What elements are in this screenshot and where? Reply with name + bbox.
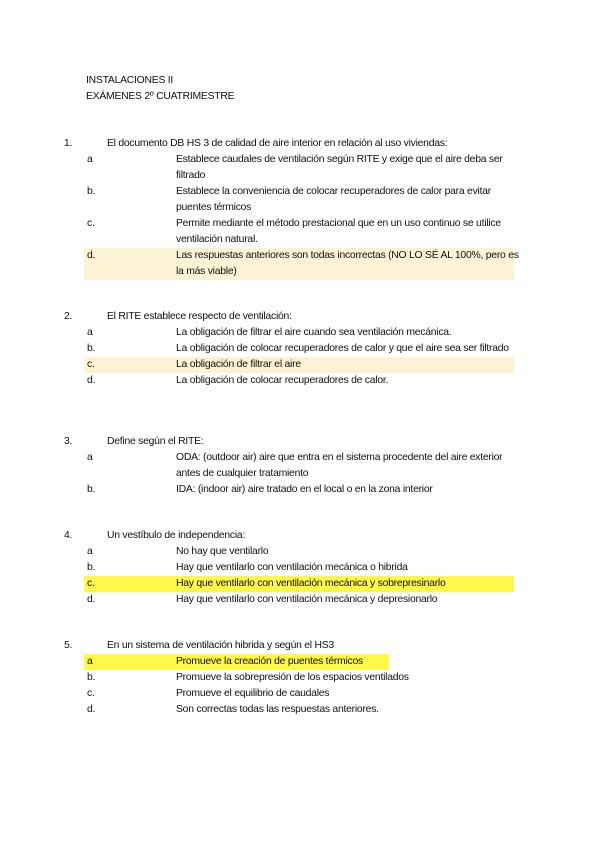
option-letter: b. [87, 186, 96, 197]
option-letter: d. [87, 594, 96, 605]
answer-option-d [0, 373, 600, 389]
question-text: El RITE establece respecto de ventilación: [107, 311, 292, 322]
question-3 [0, 434, 600, 498]
option-letter: d. [87, 704, 96, 715]
question-text: El documento DB HS 3 de calidad de aire interior en relación al uso viviendas: [107, 138, 448, 149]
option-letter: c. [87, 218, 95, 229]
option-letter: b. [87, 672, 96, 683]
answer-option-a [0, 544, 600, 560]
option-text: ODA: (outdoor air) aire que entra en el sistema procedente del aire exterior antes de cualquier tratamiento [176, 452, 503, 479]
option-text: No hay que ventilarlo [176, 546, 269, 557]
option-text: Son correctas todas las respuestas anteriores. [176, 704, 379, 715]
answer-option-b [0, 670, 600, 686]
question-number: 1. [64, 138, 73, 149]
question-number: 3. [64, 436, 73, 447]
option-text: Establece caudales de ventilación según RITE y exige que el aire deba ser filtrado [176, 154, 503, 181]
option-letter: a [87, 656, 93, 667]
question-1 [0, 136, 600, 280]
exam-subtitle: EXÁMENES 2º CUATRIMESTRE [86, 91, 235, 102]
answer-option-a [0, 450, 600, 482]
option-text: Establece la conveniencia de colocar recuperadores de calor para evitar puentes térmicos [176, 186, 491, 213]
question-text: Define según el RITE: [107, 436, 204, 447]
option-text: Hay que ventilarlo con ventilación mecánica y sobrepresinarlo [176, 578, 446, 589]
option-letter: c. [87, 578, 95, 589]
answer-option-d-highlighted [0, 248, 600, 280]
option-letter: c. [87, 688, 95, 699]
option-text: La obligación de colocar recuperadores de calor y que el aire sea ser filtrado [176, 343, 509, 354]
answer-option-d [0, 702, 600, 718]
answer-option-a-highlighted [0, 654, 600, 670]
option-text: La obligación de filtrar el aire cuando sea ventilación mecánica. [176, 327, 452, 338]
option-text: La obligación de filtrar el aire [176, 359, 301, 370]
answer-option-a [0, 325, 600, 341]
question-text: En un sistema de ventilación hibrida y según el HS3 [107, 640, 334, 651]
course-title: INSTALACIONES II [86, 75, 174, 86]
option-letter: a [87, 546, 93, 557]
option-text: Promueve el equilibrio de caudales [176, 688, 330, 699]
document-header [86, 73, 234, 105]
question-number: 5. [64, 640, 73, 651]
option-letter: b. [87, 562, 96, 573]
option-letter: a [87, 452, 93, 463]
option-text: Hay que ventilarlo con ventilación mecánica y depresionarlo [176, 594, 438, 605]
answer-option-b [0, 482, 600, 498]
option-letter: d. [87, 250, 96, 261]
option-letter: a [87, 327, 93, 338]
question-2 [0, 309, 600, 389]
option-letter: b. [87, 484, 96, 495]
answer-option-b [0, 341, 600, 357]
option-text: Las respuestas anteriores son todas incorrectas (NO LO SÉ AL 100%, pero es la más viable) [176, 250, 519, 277]
question-number: 4. [64, 530, 73, 541]
answer-option-c-highlighted [0, 576, 600, 592]
answer-option-b [0, 560, 600, 576]
option-letter: d. [87, 375, 96, 386]
option-text: Hay que ventilarlo con ventilación mecánica o hibrida [176, 562, 408, 573]
question-text: Un vestíbulo de independencia: [107, 530, 246, 541]
option-text: Promueve la sobrepresión de los espacios ventilados [176, 672, 409, 683]
option-letter: b. [87, 343, 96, 354]
question-5 [0, 638, 600, 718]
question-number: 2. [64, 311, 73, 322]
answer-option-d [0, 592, 600, 608]
answer-option-a [0, 152, 600, 184]
answer-option-c [0, 216, 600, 248]
option-letter: a [87, 154, 93, 165]
answer-option-c-highlighted [0, 357, 600, 373]
answer-option-c [0, 686, 600, 702]
option-text: IDA: (indoor air) aire tratado en el local o en la zona interior [176, 484, 433, 495]
option-letter: c. [87, 359, 95, 370]
option-text: Promueve la creación de puentes térmicos [176, 656, 363, 667]
option-text: La obligación de colocar recuperadores de calor. [176, 375, 389, 386]
option-text: Permite mediante el método prestacional que en un uso continuo se utilice ventilación natural. [176, 218, 501, 245]
answer-option-b [0, 184, 600, 216]
question-4 [0, 528, 600, 608]
